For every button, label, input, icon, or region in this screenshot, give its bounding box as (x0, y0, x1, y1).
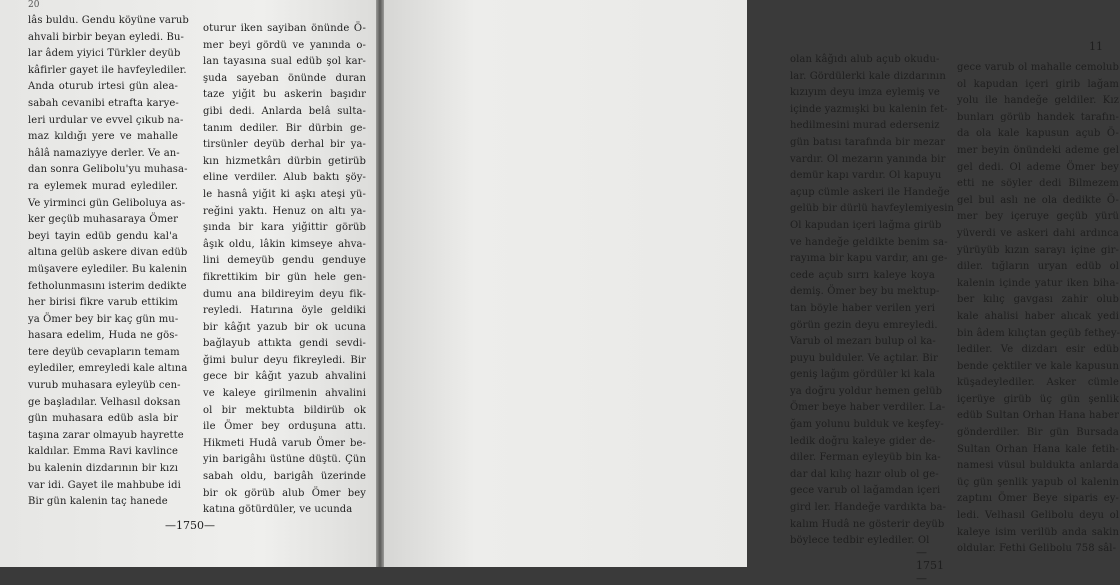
right-page-column-2 (957, 60, 1119, 558)
text-line: yin barigâhı üstüne düştü. Çün (203, 454, 366, 466)
text-line: ol bir mektubta bildirüb ok (203, 404, 366, 416)
text-line: Anda oturub irtesi gün alea- (28, 81, 178, 93)
text-line: şında bir kara yiğittir görüb (203, 222, 366, 234)
text-line: taze yiğit bu askerin başıdır (203, 89, 366, 101)
text-line: puyu bulduler. Ve açtılar. Bir (790, 352, 938, 364)
text-line: lediler. Ve dizdarı esir edüb (957, 344, 1119, 356)
text-line: ya Ömer bey bir kaç gün mu- (28, 313, 179, 325)
text-line: gird ler. Handeğe vardıkta ba- (790, 502, 947, 514)
text-line: reğini yaktı. Henuz on altı ya- (203, 205, 366, 217)
text-line: lini demeyüb gendu genduye (203, 255, 366, 267)
text-line: kın hizmetkârı dürbin getirüb (203, 155, 366, 167)
text-line: vardır. Ol mezarın yanında bir (790, 153, 946, 165)
text-line: müşavere eylediler. Bu kalenin (28, 263, 188, 275)
text-line: dar dal kılıç hazır olub ol ge- (790, 468, 939, 480)
text-line: dumu ana bildireyim deyu fik- (203, 288, 366, 300)
text-line: olan kâğıdı alub açub okudu- (790, 54, 940, 65)
text-line: diler. Ferman eyleyüb bin ka- (790, 452, 941, 464)
text-line: sabah oldu, barigâh üzerinde (203, 471, 366, 483)
text-line: bağlayub attıkta gendi sevdi- (203, 338, 366, 350)
text-line: hâlâ namaziyye derler. Ve an- (28, 147, 180, 159)
text-line: Ve yirminci gün Geliboluya as- (28, 197, 186, 209)
text-line: diler. tığların uryan edüb ol (957, 261, 1119, 273)
text-line: yüverdi ve askeri dahi ardınca (957, 227, 1119, 239)
text-line: yürüyüb kızın sarayı içine gir- (957, 244, 1119, 256)
text-line: şuda sayeban önünde duran (203, 72, 366, 84)
text-line: bu kalenin dizdarının bir kızı (28, 463, 178, 475)
left-page (0, 0, 376, 567)
text-line: görün gezin deyu emreyledi. (790, 319, 938, 331)
text-line: ğam yolunu bulduk ve keşfey- (790, 419, 944, 431)
text-line: fikrettikim bir gün hele gen- (203, 271, 366, 283)
text-line: beyi tayin edüb gendu kal'a (28, 230, 178, 242)
text-line: tirsünler deyüb derhal bir ya- (203, 139, 366, 151)
text-line: mer beyi gördü ve yanında o- (203, 39, 366, 51)
text-line: ledik doğru kaleye gider de- (790, 435, 936, 447)
text-line: mer bey içeruye geçüb yürü (957, 211, 1119, 223)
text-line: ve handeğe geldikte benim sa- (790, 236, 948, 248)
text-line: ra eylemek murad eylediler. (28, 180, 178, 192)
book-gutter (376, 0, 384, 567)
text-line: Bir gün kalenin taç hanede (28, 496, 168, 508)
text-line: fetholunmasını isterim dedikte (28, 280, 187, 292)
text-line: demiş. Ömer bey bu mektup- (790, 286, 940, 298)
text-line: tere deyüb cevapların temam (28, 346, 180, 358)
right-page-number: 11 (1089, 40, 1103, 53)
text-line: tan böyle haber verilen yeri (790, 302, 935, 314)
right-page (384, 0, 1120, 585)
text-line: edüb Sultan Orhan Hana haber (957, 410, 1119, 422)
text-line: gibi dedi. Anlarda belâ sulta- (203, 105, 366, 117)
text-line: kaldılar. Emma Ravi kavlince (28, 446, 178, 458)
text-line: bunları görüb handek tarafın- (957, 111, 1119, 123)
text-line: ol kapudan içeri girib lağam (957, 78, 1119, 90)
text-line: katına götürdüler, ve ucunda (203, 504, 353, 516)
text-line: cede açub sırrı kaleye koya (790, 269, 935, 281)
text-line: gece varub ol mahalle cemolub (957, 62, 1119, 73)
right-page-column-1 (790, 52, 955, 550)
text-line: kalenin içinde yatur iken biha- (957, 277, 1119, 289)
text-line: le hasnâ yiğit ki aşkı ateşi yü- (203, 188, 366, 200)
text-line: kâfirler gayet ile havfeylediler. (28, 64, 187, 76)
text-line: kaleye isim verilüb anda sakin (957, 526, 1119, 538)
text-line: açup cümle askeri ile Handeğe (790, 186, 950, 198)
text-line: oldular. Fethi Gelibolu 758 sâl- (957, 543, 1117, 555)
text-line: gün batısı tarafında bir mezar (790, 136, 946, 148)
text-line: ber kılıç gavgası zahir olub (957, 294, 1119, 306)
left-page-column-1 (28, 13, 189, 511)
text-line: bende çektiler ve kale kapusun (957, 360, 1119, 372)
text-line: bin âdem kılıçtan geçüb fethey- (957, 327, 1120, 339)
text-line: gel dedi. Ol ademe Ömer bey (957, 161, 1119, 173)
text-line: dan sonra Gelibolu'yu muhasa- (28, 164, 188, 176)
text-line: leri urdular ve evvel çıkub na- (28, 114, 184, 126)
left-page-folio: —1750— (165, 519, 215, 532)
text-line: ker geçüb muhasaraya Ömer (28, 214, 178, 226)
text-line: lâs buldu. Gendu köyüne varub (28, 15, 189, 26)
text-line: gel bul aslı ne ola dedikte Ö- (957, 194, 1119, 206)
text-line: ya doğru yoldur hemen gelüb (790, 385, 943, 397)
text-line: taşına zarar olmayub hayrette (28, 429, 184, 441)
text-line: yolu ile handeğe geldiler. Kız (957, 95, 1119, 107)
text-line: vurub muhasara eyleyüb cen- (28, 380, 181, 392)
text-line: gönderdiler. Bir gün Bursada (957, 427, 1119, 439)
text-line: bir ok görüb alub Ömer bey (203, 487, 366, 499)
text-line: kızıyım deyu imza eylemiş ve (790, 87, 940, 99)
text-line: namesi vüsul buldukta anlarda (957, 460, 1119, 472)
text-line: ğimi bulur deyu fikreyledi. Bir (203, 354, 366, 366)
text-line: kalım Hudâ ne gösterir deyüb (790, 518, 945, 530)
text-line: eylediler, emreyledi kale altına (28, 363, 188, 375)
text-line: gün muhasara edüb asla bir (28, 413, 178, 425)
text-line: geniş lağım gördüler ki kala (790, 369, 936, 381)
text-line: zaptını Ömer Beye siparis ey- (957, 493, 1119, 505)
text-line: gece varub ol lağamdan içeri (790, 485, 941, 497)
text-line: ile Ömer bey orduşuna attı. (203, 421, 366, 433)
text-line: kale ahalisi haber alıcak yedi (957, 310, 1119, 322)
text-line: maz kıldığı yere ve mahalle (28, 131, 178, 143)
text-line: âşık oldu, lâkin kimseye ahva- (203, 238, 366, 250)
text-line: ve kaleye girilmenin ahvalini (203, 388, 366, 400)
text-line: altına gelüb askere divan edüb (28, 247, 188, 259)
text-line: sabah cevanibi etrafta karye- (28, 97, 179, 109)
text-line: lar âdem yiyici Türkler deyüb (28, 48, 181, 60)
right-page-folio: —1751— (916, 546, 944, 585)
text-line: içinde yazmışki bu kalenin fet- (790, 103, 948, 115)
text-line: hasara edelim, Huda ne gös- (28, 330, 178, 342)
text-line: Ömer beye haber verdiler. La- (790, 402, 946, 414)
text-line: böylece tedbir eylediler. Ol (790, 535, 930, 547)
text-line: küşadeylediler. Asker cümle (957, 377, 1119, 389)
text-line: demür kapı vardır. Ol kapuyu (790, 170, 942, 182)
text-line: Sultan Orhan Hana kale fetih- (957, 443, 1119, 455)
text-line: hedilmesini murad ederseniz (790, 120, 940, 132)
text-line: Hikmeti Hudâ varub Ömer be- (203, 437, 366, 449)
text-line: rayıma bir kapu vardır, anı ge- (790, 253, 948, 265)
text-line: Ol kapudan içeri lağma girüb (790, 219, 942, 231)
text-line: lar. Gördülerki kale dizdarının (790, 70, 946, 82)
text-line: lan tayasına sual edüb şol kar- (203, 56, 366, 68)
text-line: reyledi. Hatırına öyle geldiki (203, 305, 366, 317)
text-line: Varub ol mezarı bulup ol ka- (790, 336, 936, 348)
text-line: içerüye girüb üç gün şenlik (957, 393, 1119, 405)
left-page-column-2 (203, 21, 366, 519)
text-line: gece bir kâğıt yazub ahvalini (203, 371, 366, 383)
text-line: mer beyin önündeki ademe gel (957, 144, 1119, 156)
text-line: bir kâğıt yazub bir ok ucuna (203, 321, 366, 333)
text-line: etti ne söyler dedi Bilmezem (957, 178, 1119, 190)
text-line: ahvali birbir beyan eyledi. Bu- (28, 31, 184, 43)
text-line: var idi. Gayet ile mahbube idi (28, 479, 181, 491)
top-mark: 20 (28, 0, 40, 10)
text-line: ge başladılar. Velhasıl doksan (28, 396, 181, 408)
text-line: üç gün şenlik yapub ol kalenin (957, 476, 1119, 488)
text-line: her birisi fikre varub ettikim (28, 297, 178, 309)
text-line: da ola kale kapusun açub Ö- (957, 128, 1119, 140)
text-line: tanım dediler. Bir dürbin ge- (203, 122, 366, 134)
text-line: oturur iken sayiban önünde Ö- (203, 23, 366, 34)
text-line: eline verdiler. Alub baktı şöy- (203, 172, 366, 184)
text-line: ledi. Velhasıl Gelibolu deyu ol (957, 510, 1119, 522)
text-line: gelüb bir dürlü havfeylemiyesin (790, 203, 955, 215)
